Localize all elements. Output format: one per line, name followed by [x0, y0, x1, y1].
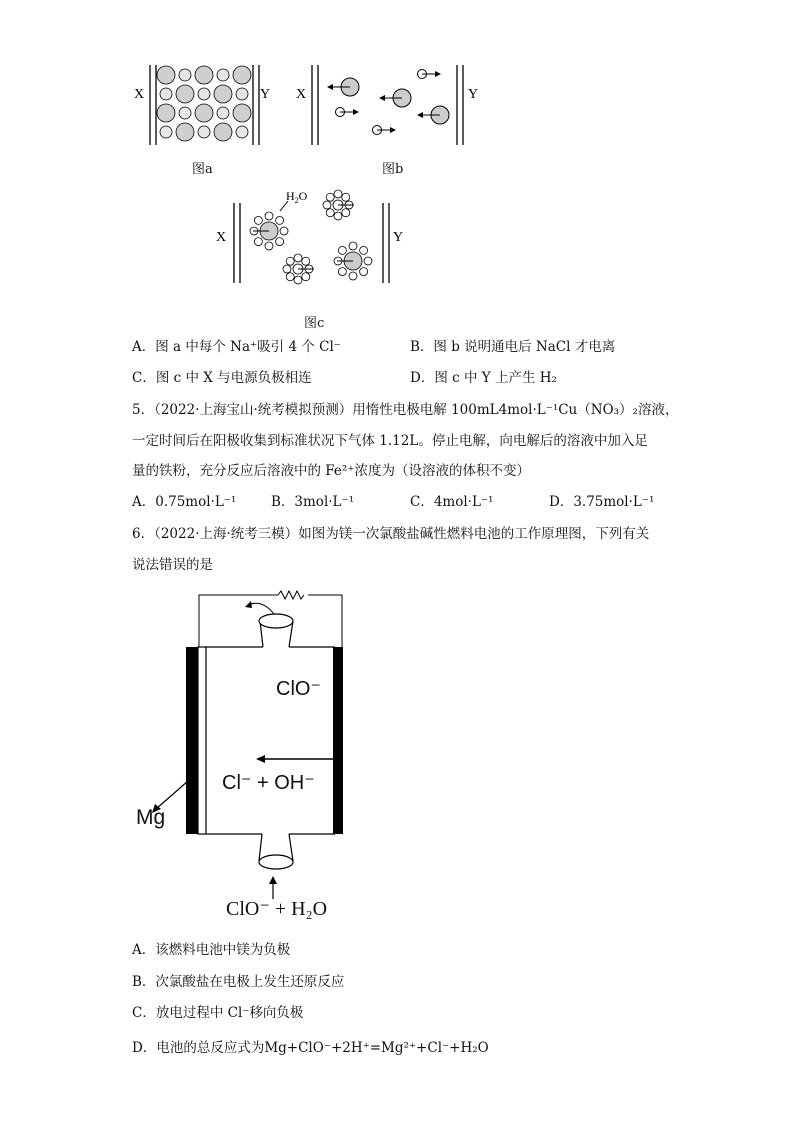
- chloride-ion: [157, 104, 175, 122]
- sodium-ion: [236, 126, 248, 138]
- water-molecule: [349, 272, 357, 280]
- q5-option-d: D．3.75mol·L⁻¹: [549, 494, 655, 510]
- water-molecule: [342, 193, 350, 201]
- chloride-ion: [214, 85, 232, 103]
- figure-a-b: [120, 55, 500, 175]
- sodium-ion: [198, 126, 210, 138]
- sodium-ion: [217, 69, 229, 81]
- water-molecule: [334, 190, 342, 198]
- water-label: $H_2O$: [286, 189, 308, 205]
- water-molecule: [364, 257, 372, 265]
- q6-option-a: A．该燃料电池中镁为负极: [132, 942, 291, 958]
- q4-option-d: D．图 c 中 Y 上产生 H₂: [410, 370, 557, 386]
- positive-electrode: [333, 647, 343, 834]
- sodium-ion: [179, 107, 191, 119]
- q5-option-c: C．4mol·L⁻¹: [410, 494, 494, 510]
- inlet-arrow-icon: [269, 876, 277, 884]
- fig-c-left-label: X: [216, 230, 227, 245]
- chloride-ion: [214, 123, 232, 141]
- chloride-ion: [195, 104, 213, 122]
- water-molecule: [338, 246, 346, 254]
- fig-a-caption: 图a: [192, 162, 213, 177]
- fuel-cell-diagram: [130, 585, 370, 925]
- water-molecule: [302, 273, 310, 281]
- ion-flow-arrow-icon: [256, 755, 265, 763]
- chloride-ion: [233, 104, 251, 122]
- fig-b-left-label: X: [296, 87, 307, 102]
- sodium-ion: [160, 126, 172, 138]
- sodium-ion: [236, 88, 248, 100]
- chloride-ion: [233, 66, 251, 84]
- water-molecule: [294, 276, 302, 284]
- fig-a-right-label: Y: [260, 87, 271, 102]
- label-inlet: ClO⁻ + H₂O: [226, 898, 328, 920]
- hydrated-ions: [250, 190, 372, 284]
- water-molecule: [326, 209, 334, 217]
- water-molecule: [276, 238, 284, 246]
- water-molecule: [254, 238, 262, 246]
- separator: [198, 647, 206, 834]
- resistor-icon: [278, 591, 304, 599]
- fig-b-caption: 图b: [382, 162, 404, 177]
- water-molecule: [302, 257, 310, 265]
- water-molecule: [323, 201, 331, 209]
- q6-option-c: C．放电过程中 Cl⁻移向负极: [132, 1005, 304, 1021]
- label-mg: Mg: [136, 806, 166, 829]
- q4-option-c: C．图 c 中 X 与电源负极相连: [132, 370, 312, 386]
- q6-option-b: B．次氯酸盐在电极上发生还原反应: [132, 974, 345, 990]
- water-molecule: [276, 216, 284, 224]
- water-molecule: [360, 268, 368, 276]
- q4-option-b: B．图 b 说明通电后 NaCl 才电离: [410, 339, 616, 355]
- water-molecule: [334, 212, 342, 220]
- water-molecule: [338, 268, 346, 276]
- figure-b: [312, 65, 463, 145]
- q5-stem-line2: 一定时间后在阳极收集到标准状况下气体 1.12L。停止电解，向电解后的溶液中加入足: [132, 433, 648, 449]
- water-molecule: [360, 246, 368, 254]
- label-clo: ClO⁻: [276, 678, 321, 700]
- fig-c-right-label: Y: [393, 230, 404, 245]
- sodium-ion: [198, 88, 210, 100]
- water-molecule: [265, 212, 273, 220]
- water-molecule: [286, 257, 294, 265]
- sodium-ion: [217, 107, 229, 119]
- water-molecule: [294, 254, 302, 262]
- chloride-ion: [176, 85, 194, 103]
- mg-electrode: [186, 647, 198, 834]
- fig-a-left-label: X: [134, 87, 145, 102]
- q6-stem-line1: 6．（2022·上海·统考三模）如图为镁一次氯酸盐碱性燃料电池的工作原理图，下列有关: [132, 526, 650, 542]
- chloride-ion: [176, 123, 194, 141]
- water-molecule: [286, 273, 294, 281]
- sodium-ion: [160, 88, 172, 100]
- figure-a: [150, 65, 259, 145]
- fig-b-right-label: Y: [468, 87, 479, 102]
- sodium-ion: [179, 69, 191, 81]
- q4-option-a: A．图 a 中每个 Na⁺吸引 4 个 Cl⁻: [132, 339, 341, 355]
- water-molecule: [265, 242, 273, 250]
- q5-option-a: A．0.75mol·L⁻¹: [132, 494, 237, 510]
- water-molecule: [254, 216, 262, 224]
- chloride-ion: [157, 66, 175, 84]
- q5-stem-line1: 5．（2022·上海宝山·统考模拟预测）用惰性电极电解 100mL4mol·L⁻¹Cu（NO₃）₂溶液，: [132, 402, 679, 418]
- chloride-ion: [195, 66, 213, 84]
- label-cl-oh: Cl⁻ + OH⁻: [222, 772, 315, 794]
- water-molecule: [326, 193, 334, 201]
- water-molecule: [283, 265, 291, 273]
- water-molecule: [349, 242, 357, 250]
- q6-stem-line2: 说法错误的是: [132, 557, 213, 573]
- q5-stem-line3: 量的铁粉，充分反应后溶液中的 Fe²⁺浓度为（设溶液的体积不变）: [132, 463, 530, 479]
- fig-c-caption: 图c: [304, 316, 325, 331]
- q5-option-b: B．3mol·L⁻¹: [271, 494, 355, 510]
- water-molecule: [280, 227, 288, 235]
- water-molecule: [342, 209, 350, 217]
- q6-option-d: D．电池的总反应式为Mg+ClO⁻+2H⁺=Mg²⁺+Cl⁻+H₂O: [132, 1040, 489, 1056]
- nacl-lattice: [157, 66, 251, 141]
- figure-c: [210, 183, 410, 308]
